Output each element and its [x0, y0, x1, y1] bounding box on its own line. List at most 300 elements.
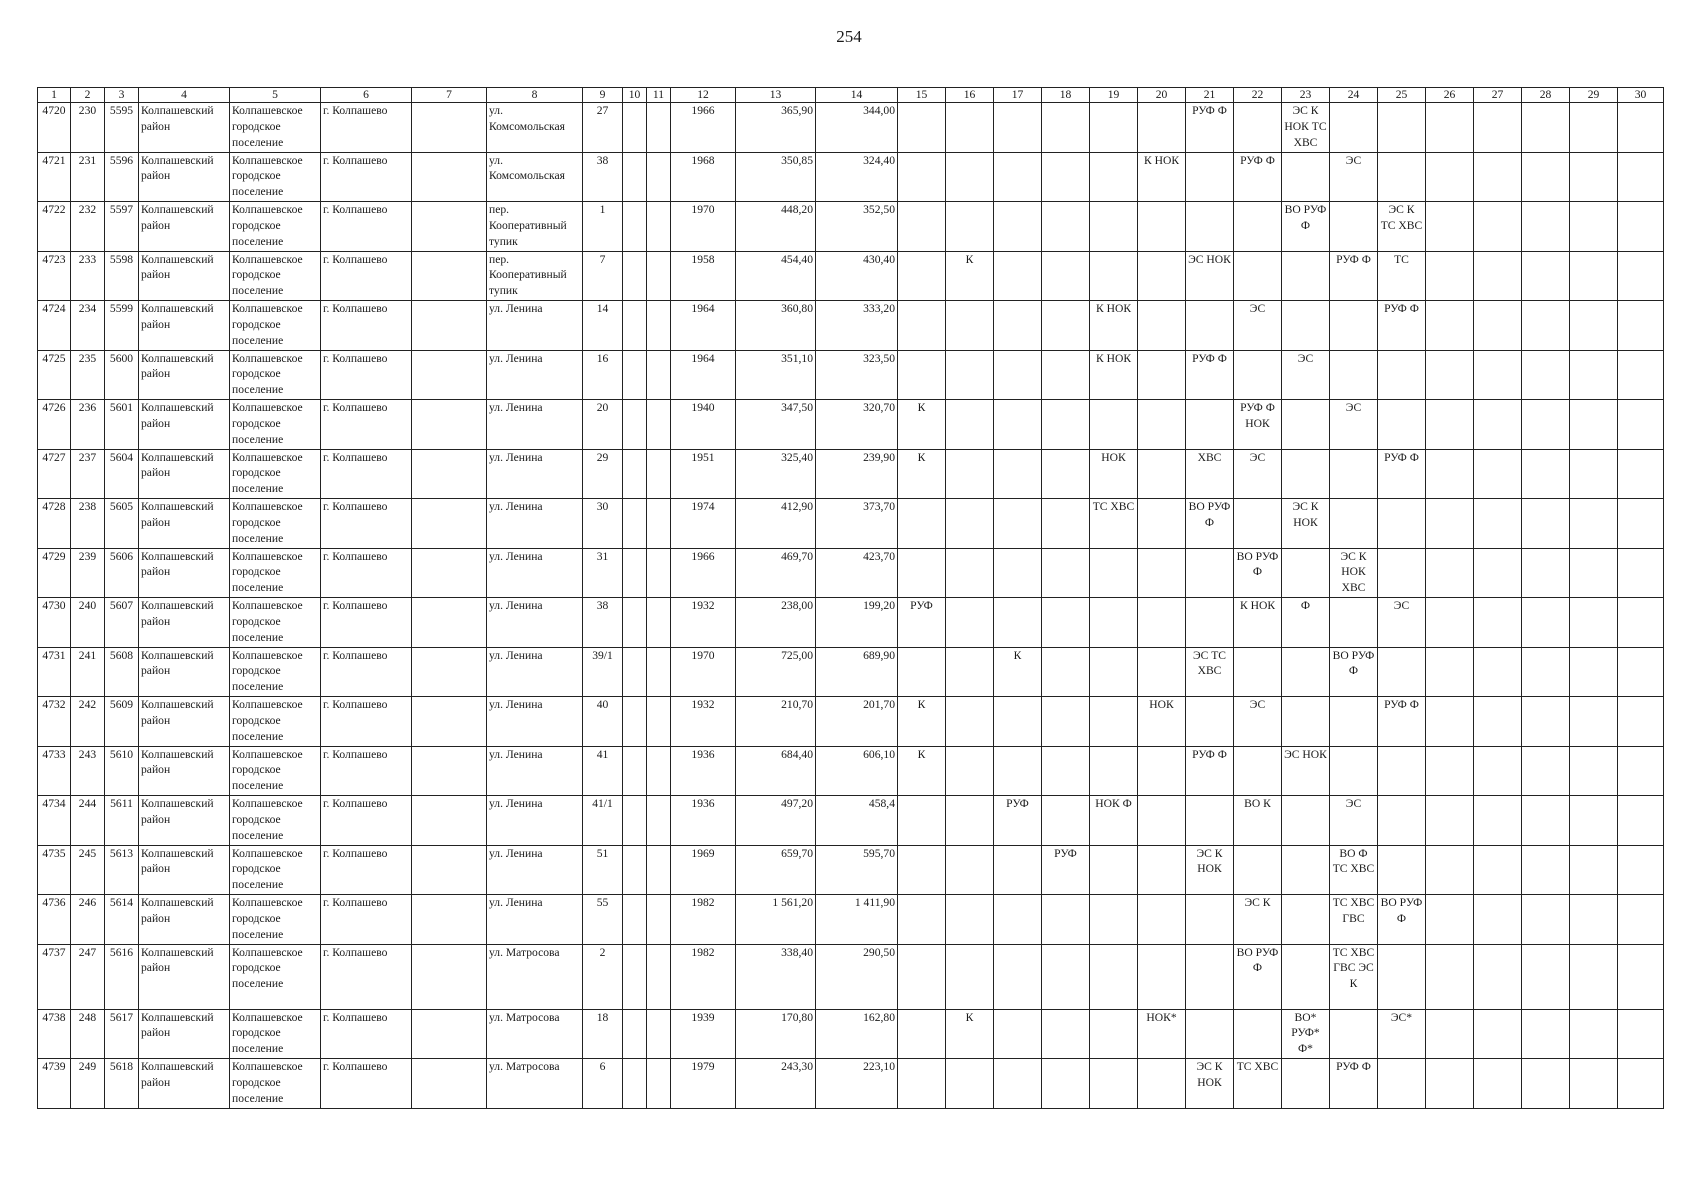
cell-col-24: ТС ХВС ГВС ЭС К: [1330, 944, 1378, 1009]
table-row: [38, 598, 1664, 648]
column-header: 6: [321, 88, 412, 103]
cell-col-14: 344,00: [816, 103, 898, 153]
cell-col-28: [1522, 548, 1570, 598]
cell-col-2: 240: [71, 598, 105, 648]
cell-col-9: 30: [583, 499, 623, 549]
cell-col-30: [1618, 647, 1664, 697]
cell-col-1: 4730: [38, 598, 71, 648]
cell-col-30: [1618, 1059, 1664, 1109]
cell-col-29: [1570, 944, 1618, 1009]
cell-col-22: ВО К: [1234, 796, 1282, 846]
cell-col-13: 347,50: [736, 400, 816, 450]
cell-col-21: ЭС ТС ХВС: [1186, 647, 1234, 697]
cell-col-3: 5610: [105, 746, 139, 796]
cell-col-6: г. Колпашево: [321, 1059, 412, 1109]
cell-col-8: ул. Ленина: [487, 301, 583, 351]
cell-col-1: 4722: [38, 202, 71, 252]
cell-col-13: 210,70: [736, 697, 816, 747]
cell-col-18: РУФ: [1042, 845, 1090, 895]
cell-col-8: ул. Комсомольская: [487, 152, 583, 202]
cell-col-30: [1618, 301, 1664, 351]
cell-col-14: 1 411,90: [816, 895, 898, 945]
table-row: [38, 1009, 1664, 1059]
cell-col-6: г. Колпашево: [321, 103, 412, 153]
table-row: [38, 796, 1664, 846]
column-header: 9: [583, 88, 623, 103]
cell-col-2: 230: [71, 103, 105, 153]
cell-col-24: ЭС: [1330, 152, 1378, 202]
cell-col-27: [1474, 796, 1522, 846]
cell-col-1: 4732: [38, 697, 71, 747]
cell-col-19: [1090, 1009, 1138, 1059]
cell-col-11: [647, 598, 671, 648]
cell-col-21: РУФ Ф: [1186, 103, 1234, 153]
cell-col-18: [1042, 647, 1090, 697]
cell-col-24: ТС ХВС ГВС: [1330, 895, 1378, 945]
cell-col-12: 1982: [671, 895, 736, 945]
cell-col-17: [994, 1059, 1042, 1109]
cell-col-3: 5611: [105, 796, 139, 846]
cell-col-19: ТС ХВС: [1090, 499, 1138, 549]
cell-col-21: [1186, 895, 1234, 945]
cell-col-21: [1186, 152, 1234, 202]
cell-col-11: [647, 499, 671, 549]
cell-col-28: [1522, 400, 1570, 450]
cell-col-3: 5613: [105, 845, 139, 895]
cell-col-3: 5598: [105, 251, 139, 301]
column-header: 22: [1234, 88, 1282, 103]
cell-col-17: [994, 598, 1042, 648]
cell-col-13: 238,00: [736, 598, 816, 648]
cell-col-21: [1186, 548, 1234, 598]
cell-col-5: Колпашевское городское поселение: [230, 449, 321, 499]
cell-col-11: [647, 548, 671, 598]
cell-col-25: [1378, 103, 1426, 153]
cell-col-6: г. Колпашево: [321, 895, 412, 945]
cell-col-7: [412, 697, 487, 747]
cell-col-11: [647, 1009, 671, 1059]
cell-col-11: [647, 449, 671, 499]
cell-col-15: [898, 350, 946, 400]
cell-col-14: 223,10: [816, 1059, 898, 1109]
cell-col-28: [1522, 598, 1570, 648]
cell-col-18: [1042, 697, 1090, 747]
cell-col-2: 234: [71, 301, 105, 351]
cell-col-14: 201,70: [816, 697, 898, 747]
cell-col-25: [1378, 845, 1426, 895]
table-row: [38, 944, 1664, 1009]
cell-col-3: 5604: [105, 449, 139, 499]
cell-col-29: [1570, 251, 1618, 301]
cell-col-15: РУФ: [898, 598, 946, 648]
cell-col-10: [623, 845, 647, 895]
cell-col-26: [1426, 845, 1474, 895]
cell-col-19: [1090, 251, 1138, 301]
cell-col-2: 246: [71, 895, 105, 945]
cell-col-26: [1426, 251, 1474, 301]
cell-col-15: [898, 895, 946, 945]
cell-col-26: [1426, 1059, 1474, 1109]
cell-col-12: 1966: [671, 103, 736, 153]
cell-col-20: [1138, 301, 1186, 351]
cell-col-23: ВО РУФ Ф: [1282, 202, 1330, 252]
column-header: 30: [1618, 88, 1664, 103]
cell-col-24: ЭС: [1330, 796, 1378, 846]
cell-col-25: [1378, 400, 1426, 450]
cell-col-9: 29: [583, 449, 623, 499]
cell-col-26: [1426, 202, 1474, 252]
cell-col-19: [1090, 697, 1138, 747]
cell-col-6: г. Колпашево: [321, 202, 412, 252]
cell-col-19: [1090, 895, 1138, 945]
cell-col-11: [647, 845, 671, 895]
cell-col-3: 5617: [105, 1009, 139, 1059]
cell-col-16: [946, 350, 994, 400]
cell-col-9: 39/1: [583, 647, 623, 697]
column-header: 20: [1138, 88, 1186, 103]
cell-col-27: [1474, 746, 1522, 796]
cell-col-15: К: [898, 697, 946, 747]
cell-col-17: [994, 697, 1042, 747]
cell-col-12: 1932: [671, 598, 736, 648]
cell-col-29: [1570, 1009, 1618, 1059]
cell-col-20: [1138, 845, 1186, 895]
cell-col-25: [1378, 796, 1426, 846]
cell-col-12: 1970: [671, 202, 736, 252]
cell-col-27: [1474, 251, 1522, 301]
cell-col-15: [898, 647, 946, 697]
cell-col-7: [412, 251, 487, 301]
cell-col-8: ул. Ленина: [487, 449, 583, 499]
cell-col-18: [1042, 1059, 1090, 1109]
cell-col-23: [1282, 548, 1330, 598]
cell-col-29: [1570, 647, 1618, 697]
cell-col-20: [1138, 499, 1186, 549]
cell-col-23: [1282, 251, 1330, 301]
cell-col-4: Колпашевский район: [139, 944, 230, 1009]
cell-col-10: [623, 796, 647, 846]
cell-col-9: 2: [583, 944, 623, 1009]
cell-col-22: [1234, 103, 1282, 153]
cell-col-22: ВО РУФ Ф: [1234, 944, 1282, 1009]
cell-col-12: 1939: [671, 1009, 736, 1059]
cell-col-17: [994, 301, 1042, 351]
cell-col-17: [994, 449, 1042, 499]
cell-col-19: [1090, 152, 1138, 202]
cell-col-1: 4737: [38, 944, 71, 1009]
cell-col-23: [1282, 944, 1330, 1009]
cell-col-12: 1958: [671, 251, 736, 301]
cell-col-2: 248: [71, 1009, 105, 1059]
cell-col-21: [1186, 1009, 1234, 1059]
cell-col-3: 5618: [105, 1059, 139, 1109]
cell-col-16: [946, 1059, 994, 1109]
column-header: 15: [898, 88, 946, 103]
cell-col-13: 684,40: [736, 746, 816, 796]
cell-col-19: [1090, 647, 1138, 697]
cell-col-8: ул. Матросова: [487, 1059, 583, 1109]
table-row: [38, 845, 1664, 895]
cell-col-28: [1522, 647, 1570, 697]
cell-col-26: [1426, 499, 1474, 549]
cell-col-2: 236: [71, 400, 105, 450]
cell-col-23: [1282, 845, 1330, 895]
cell-col-7: [412, 598, 487, 648]
cell-col-28: [1522, 202, 1570, 252]
cell-col-21: [1186, 400, 1234, 450]
cell-col-29: [1570, 697, 1618, 747]
cell-col-4: Колпашевский район: [139, 598, 230, 648]
cell-col-27: [1474, 598, 1522, 648]
cell-col-30: [1618, 152, 1664, 202]
cell-col-5: Колпашевское городское поселение: [230, 152, 321, 202]
cell-col-8: ул. Ленина: [487, 796, 583, 846]
cell-col-8: ул. Комсомольская: [487, 103, 583, 153]
cell-col-1: 4723: [38, 251, 71, 301]
cell-col-20: [1138, 1059, 1186, 1109]
cell-col-8: ул. Ленина: [487, 598, 583, 648]
column-header: 11: [647, 88, 671, 103]
cell-col-5: Колпашевское городское поселение: [230, 598, 321, 648]
cell-col-28: [1522, 895, 1570, 945]
cell-col-27: [1474, 944, 1522, 1009]
cell-col-17: [994, 103, 1042, 153]
cell-col-23: ЭС К НОК: [1282, 499, 1330, 549]
cell-col-17: [994, 944, 1042, 1009]
cell-col-16: [946, 944, 994, 1009]
header-row: [38, 88, 1664, 103]
cell-col-17: [994, 845, 1042, 895]
cell-col-7: [412, 152, 487, 202]
cell-col-7: [412, 746, 487, 796]
cell-col-1: 4734: [38, 796, 71, 846]
cell-col-16: К: [946, 251, 994, 301]
cell-col-11: [647, 202, 671, 252]
cell-col-1: 4721: [38, 152, 71, 202]
column-header: 5: [230, 88, 321, 103]
cell-col-26: [1426, 350, 1474, 400]
cell-col-10: [623, 499, 647, 549]
cell-col-7: [412, 301, 487, 351]
cell-col-25: [1378, 548, 1426, 598]
cell-col-22: [1234, 647, 1282, 697]
cell-col-8: ул. Ленина: [487, 400, 583, 450]
cell-col-14: 352,50: [816, 202, 898, 252]
cell-col-16: [946, 598, 994, 648]
cell-col-1: 4731: [38, 647, 71, 697]
cell-col-28: [1522, 845, 1570, 895]
cell-col-10: [623, 598, 647, 648]
cell-col-14: 373,70: [816, 499, 898, 549]
cell-col-15: [898, 845, 946, 895]
cell-col-26: [1426, 647, 1474, 697]
cell-col-20: [1138, 796, 1186, 846]
cell-col-18: [1042, 400, 1090, 450]
cell-col-5: Колпашевское городское поселение: [230, 746, 321, 796]
cell-col-24: РУФ Ф: [1330, 1059, 1378, 1109]
cell-col-16: К: [946, 1009, 994, 1059]
cell-col-12: 1970: [671, 647, 736, 697]
cell-col-8: пер. Кооперативный тупик: [487, 251, 583, 301]
table-row: [38, 647, 1664, 697]
cell-col-30: [1618, 499, 1664, 549]
cell-col-25: [1378, 350, 1426, 400]
cell-col-27: [1474, 301, 1522, 351]
cell-col-21: [1186, 202, 1234, 252]
cell-col-20: [1138, 202, 1186, 252]
cell-col-27: [1474, 400, 1522, 450]
cell-col-28: [1522, 449, 1570, 499]
cell-col-3: 5595: [105, 103, 139, 153]
cell-col-2: 241: [71, 647, 105, 697]
cell-col-26: [1426, 400, 1474, 450]
cell-col-14: 606,10: [816, 746, 898, 796]
cell-col-21: ХВС: [1186, 449, 1234, 499]
cell-col-26: [1426, 548, 1474, 598]
cell-col-2: 247: [71, 944, 105, 1009]
table-header: [38, 88, 1664, 103]
cell-col-17: РУФ: [994, 796, 1042, 846]
cell-col-24: РУФ Ф: [1330, 251, 1378, 301]
cell-col-29: [1570, 548, 1618, 598]
column-header: 3: [105, 88, 139, 103]
cell-col-12: 1964: [671, 301, 736, 351]
cell-col-7: [412, 647, 487, 697]
cell-col-16: [946, 449, 994, 499]
cell-col-15: К: [898, 400, 946, 450]
cell-col-11: [647, 647, 671, 697]
table-row: [38, 449, 1664, 499]
cell-col-6: г. Колпашево: [321, 400, 412, 450]
cell-col-12: 1940: [671, 400, 736, 450]
cell-col-25: [1378, 1059, 1426, 1109]
cell-col-14: 324,40: [816, 152, 898, 202]
cell-col-1: 4735: [38, 845, 71, 895]
cell-col-17: [994, 1009, 1042, 1059]
cell-col-9: 31: [583, 548, 623, 598]
cell-col-26: [1426, 697, 1474, 747]
cell-col-3: 5597: [105, 202, 139, 252]
cell-col-20: [1138, 895, 1186, 945]
cell-col-10: [623, 350, 647, 400]
cell-col-15: [898, 1009, 946, 1059]
cell-col-9: 16: [583, 350, 623, 400]
column-header: 14: [816, 88, 898, 103]
cell-col-10: [623, 647, 647, 697]
cell-col-28: [1522, 746, 1570, 796]
table-row: [38, 697, 1664, 747]
table-body: [38, 103, 1664, 1109]
cell-col-3: 5607: [105, 598, 139, 648]
cell-col-19: [1090, 202, 1138, 252]
cell-col-14: 162,80: [816, 1009, 898, 1059]
cell-col-14: 689,90: [816, 647, 898, 697]
cell-col-7: [412, 499, 487, 549]
cell-col-11: [647, 1059, 671, 1109]
cell-col-7: [412, 400, 487, 450]
cell-col-13: 412,90: [736, 499, 816, 549]
cell-col-27: [1474, 449, 1522, 499]
cell-col-23: [1282, 152, 1330, 202]
cell-col-10: [623, 548, 647, 598]
cell-col-24: [1330, 202, 1378, 252]
cell-col-9: 6: [583, 1059, 623, 1109]
cell-col-3: 5601: [105, 400, 139, 450]
cell-col-30: [1618, 944, 1664, 1009]
cell-col-14: 290,50: [816, 944, 898, 1009]
column-header: 26: [1426, 88, 1474, 103]
cell-col-7: [412, 845, 487, 895]
cell-col-19: К НОК: [1090, 350, 1138, 400]
cell-col-28: [1522, 103, 1570, 153]
column-header: 25: [1378, 88, 1426, 103]
cell-col-12: 1936: [671, 746, 736, 796]
cell-col-27: [1474, 350, 1522, 400]
cell-col-3: 5596: [105, 152, 139, 202]
table-row: [38, 895, 1664, 945]
cell-col-1: 4739: [38, 1059, 71, 1109]
cell-col-24: ЭС: [1330, 400, 1378, 450]
cell-col-17: [994, 251, 1042, 301]
cell-col-4: Колпашевский район: [139, 796, 230, 846]
cell-col-5: Колпашевское городское поселение: [230, 103, 321, 153]
cell-col-20: [1138, 103, 1186, 153]
column-header: 10: [623, 88, 647, 103]
cell-col-13: 1 561,20: [736, 895, 816, 945]
cell-col-9: 27: [583, 103, 623, 153]
cell-col-29: [1570, 449, 1618, 499]
cell-col-12: 1966: [671, 548, 736, 598]
column-header: 7: [412, 88, 487, 103]
cell-col-27: [1474, 845, 1522, 895]
cell-col-30: [1618, 697, 1664, 747]
cell-col-1: 4720: [38, 103, 71, 153]
cell-col-8: ул. Матросова: [487, 944, 583, 1009]
cell-col-11: [647, 697, 671, 747]
cell-col-8: ул. Ленина: [487, 548, 583, 598]
cell-col-5: Колпашевское городское поселение: [230, 301, 321, 351]
cell-col-4: Колпашевский район: [139, 350, 230, 400]
cell-col-30: [1618, 103, 1664, 153]
cell-col-2: 233: [71, 251, 105, 301]
cell-col-4: Колпашевский район: [139, 1059, 230, 1109]
cell-col-28: [1522, 152, 1570, 202]
cell-col-11: [647, 152, 671, 202]
cell-col-27: [1474, 202, 1522, 252]
cell-col-25: ЭС К ТС ХВС: [1378, 202, 1426, 252]
cell-col-3: 5614: [105, 895, 139, 945]
cell-col-4: Колпашевский район: [139, 449, 230, 499]
cell-col-27: [1474, 647, 1522, 697]
cell-col-16: [946, 152, 994, 202]
cell-col-7: [412, 449, 487, 499]
cell-col-1: 4733: [38, 746, 71, 796]
cell-col-8: ул. Ленина: [487, 697, 583, 747]
cell-col-15: К: [898, 449, 946, 499]
cell-col-3: 5608: [105, 647, 139, 697]
cell-col-6: г. Колпашево: [321, 697, 412, 747]
cell-col-27: [1474, 1009, 1522, 1059]
cell-col-24: [1330, 697, 1378, 747]
cell-col-2: 238: [71, 499, 105, 549]
cell-col-16: [946, 796, 994, 846]
cell-col-24: [1330, 350, 1378, 400]
cell-col-24: ВО Ф ТС ХВС: [1330, 845, 1378, 895]
cell-col-9: 41/1: [583, 796, 623, 846]
cell-col-19: НОК Ф: [1090, 796, 1138, 846]
cell-col-20: [1138, 449, 1186, 499]
cell-col-23: [1282, 449, 1330, 499]
